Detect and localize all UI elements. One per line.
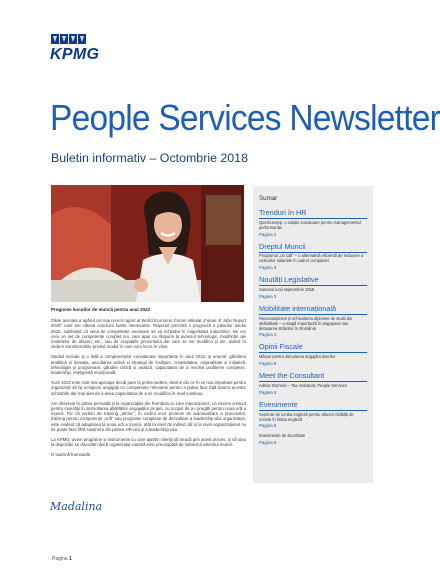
summary-item-heading[interactable]: Noutăți Legislative xyxy=(259,275,319,285)
page-number-value: 1 xyxy=(68,556,72,562)
summary-divider xyxy=(259,352,367,353)
summary-item-description: Programul „on call" – o alternativă eficientă de reducere a costurilor salariale în cadrul companiei xyxy=(259,253,364,264)
summary-item-heading[interactable]: Opinii Fiscale xyxy=(259,342,303,352)
page-number xyxy=(52,556,72,562)
summary-item-page[interactable]: Pagina 2 xyxy=(259,231,277,237)
summary-item-mobilitate[interactable] xyxy=(259,305,367,338)
summary-item-heading[interactable]: Dreptul Muncii xyxy=(259,241,306,251)
summary-item-description: Măsuri pentru stimularea angajării tinerilor xyxy=(259,354,336,360)
author-photo xyxy=(51,185,244,302)
article-paragraph: Studiul include și o listă a competențelor considerate importante în anul 2022, și anume: gândirea analitică și inovația, ascultarea activă și strategii de învățare, creativitatea, originalitate și inițiativă, tehnologie și programare, gândire critică și analiză, capacitatea de a rezolva probleme complexe, leadership, inteligență emoțională. xyxy=(51,354,246,376)
author-photo-illustration xyxy=(51,185,244,302)
summary-item-page[interactable]: Pagina 3 xyxy=(259,265,277,271)
page-subtitle: Buletin informativ – Octombrie 2018 xyxy=(51,151,248,165)
summary-item-page[interactable]: Pagina 6 xyxy=(259,423,277,429)
editorial-article xyxy=(51,307,246,463)
summary-item-description: Sumarul lunii septembrie 2018 xyxy=(259,287,315,293)
summary-title: Sumar xyxy=(259,195,278,202)
summary-item-description: QuerriusApp: o soluție inovatoare pentru managementul performanței xyxy=(259,219,361,230)
summary-item-description: Evenimente de Excelitate xyxy=(259,433,306,439)
summary-item-evenimente-excelitate[interactable] xyxy=(259,434,367,445)
summary-item-page[interactable]: Pagina 4 xyxy=(259,332,277,338)
article-paragraph: Zilele acestea a apărut cel mai recent raport al World Economic Forum intitulat „Future of Jobs Report 2018" care are câteva concluzii foarte interesante. Raportul prezintă o prognoză a joburilor anului 2022, subliniind că setul de competențe necesare se va schimba în majoritatea industriilor. Ne vor cere un set de competențe complet noi, care apar ca răspuns la avansul tehnologic, modificări ale modelelor de afaceri, etc., sau de ocupațiile prezentului dar care se vor modifica și ele, având în vedere transformările privind modul în care vom lucra în viitor. xyxy=(51,318,246,350)
summary-item-trenduri[interactable] xyxy=(259,209,367,237)
summary-item-heading[interactable]: Trenduri în HR xyxy=(259,208,307,217)
article-paragraph: La KPMG, avem programe și instrumente cu care ajutăm clienții să treacă prin acest proces, și vă stau la dispoziție se discutăm dacă organizația voastră este preocupată de subiectul viitorului muncii. xyxy=(51,437,246,448)
kpmg-logo-boxes xyxy=(50,33,88,45)
summary-item-opinii-fiscale[interactable] xyxy=(259,343,367,366)
summary-item-page[interactable]: Pagina 3 xyxy=(259,293,277,299)
summary-item-description: Seminar de Limba engleză pentru afaceri Abilități de scriere în limba engleză xyxy=(259,411,354,422)
summary-item-noutati-legislative[interactable] xyxy=(259,276,367,299)
summary-item-meet-consultant[interactable] xyxy=(259,372,367,395)
article-closing: O toamnă frumoasă! xyxy=(51,452,91,458)
summary-item-page[interactable]: Pagina 5 xyxy=(259,361,277,367)
summary-divider xyxy=(259,218,367,219)
signature: Madalina xyxy=(50,500,103,513)
summary-sidebar xyxy=(253,186,373,483)
summary-divider xyxy=(259,410,367,411)
summary-divider xyxy=(259,381,367,382)
summary-item-heading[interactable]: Evenimente xyxy=(259,399,298,409)
page-title: People Services Newsletter xyxy=(50,97,440,138)
summary-item-page[interactable]: Pagina 6 xyxy=(259,440,277,446)
summary-item-description: Adrian Dumnici – Tax Assistant, People Services xyxy=(259,382,347,388)
summary-item-page[interactable]: Pagina 5 xyxy=(259,389,277,395)
kpmg-logo-text: KPMG xyxy=(50,46,100,63)
summary-divider xyxy=(259,252,367,253)
page-number-label: Pagina xyxy=(52,556,68,562)
summary-item-heading[interactable]: Meet the Consultant xyxy=(259,371,325,381)
article-heading: Prognoze locurilor de muncă pentru anul 2022 xyxy=(51,307,151,312)
article-paragraph: Am observat în ultima perioadă și la organizațiile din România cu care interacționez, un interes crescut pentru investiții în dezvoltarea abilităților angajaților proprii, cu scopul de a-i pregăti pentru noua eră a muncii. Fie că vorbim de training „tehnic", în cadrul unor proiecte de automatizare a proceselor, training pentru competențe „soft" sau programe complexe de dezvoltare a leadership-ului organizației, este evident că adaptarea la noua eră a muncii, atât la nivel de individ cât și la nivel organizațional nu se poate face fără susținere din partea HR-ului și a leadership-ului. xyxy=(51,400,246,432)
summary-divider xyxy=(259,285,367,286)
summary-divider xyxy=(259,314,367,315)
summary-item-description: Recunoașterea și echivalarea diplomei de studii din străinătate – o etapă importantă în angajarea sau detașarea străinilor în România xyxy=(259,315,353,331)
article-paragraph: Cum 2022 este mult mai aproape decât pare la prima vedere, devine din ce în ce mai important pentru organizații să își echipeze angajații cu competențe relevante pentru a putea face față tuturor acestor schimbări dar mai ales de a avea capacitatea de a se recalifica în mod continuu. xyxy=(51,380,246,396)
summary-item-dreptul-muncii[interactable] xyxy=(259,243,367,271)
summary-item-heading[interactable]: Mobilitate internațională xyxy=(259,303,337,313)
summary-item-evenimente[interactable] xyxy=(259,401,367,429)
